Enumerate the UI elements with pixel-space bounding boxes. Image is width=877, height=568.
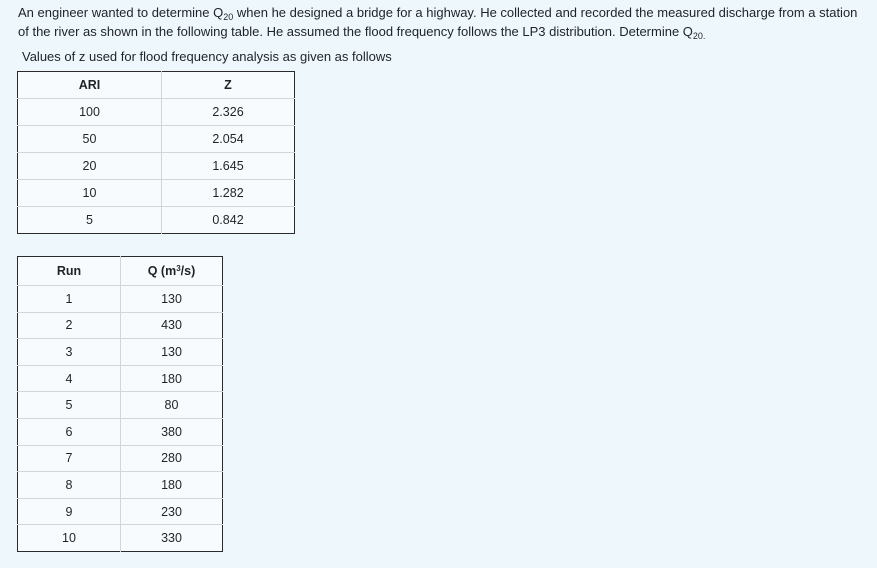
table-row — [18, 180, 295, 207]
run-cell: 3 — [18, 339, 121, 366]
z-cell: 1.645 — [162, 153, 295, 180]
run-cell: 8 — [18, 472, 121, 499]
run-cell: 7 — [18, 445, 121, 472]
run-cell: 6 — [18, 418, 121, 445]
z-cell: 1.282 — [162, 180, 295, 207]
ari-cell: 10 — [18, 180, 162, 207]
run-cell: 5 — [18, 392, 121, 419]
discharge-cell: 80 — [121, 392, 223, 419]
table-row — [18, 312, 223, 339]
run-cell: 1 — [18, 286, 121, 313]
header-run: Run — [18, 257, 121, 286]
question-text — [18, 3, 858, 41]
table-row — [18, 418, 223, 445]
discharge-cell: 280 — [121, 445, 223, 472]
table-row — [18, 126, 295, 153]
table-header-row — [18, 72, 295, 99]
header-ari: ARI — [18, 72, 162, 99]
table-row — [18, 498, 223, 525]
header-z: Z — [162, 72, 295, 99]
question-subscript-2: 20. — [692, 31, 706, 41]
header-discharge-label: Q (m — [147, 264, 177, 278]
discharge-cell: 130 — [121, 286, 223, 313]
z-cell: 2.054 — [162, 126, 295, 153]
table-row — [18, 525, 223, 552]
discharge-cell: 380 — [121, 418, 223, 445]
run-cell: 9 — [18, 498, 121, 525]
intro-text: Values of z used for flood frequency analysis as given as follows — [22, 49, 392, 64]
table-row — [18, 99, 295, 126]
ari-cell: 20 — [18, 153, 162, 180]
z-cell: 0.842 — [212, 213, 244, 227]
ari-cell: 100 — [18, 99, 162, 126]
question-part1: An engineer wanted to determine Q — [18, 5, 224, 20]
table-row — [18, 445, 223, 472]
discharge-cell: 230 — [121, 498, 223, 525]
run-cell: 2 — [18, 312, 121, 339]
header-discharge — [121, 257, 223, 286]
table-row — [18, 392, 223, 419]
ari-cell: 5 — [18, 207, 162, 234]
table-row — [18, 207, 295, 234]
discharge-cell: 180 — [121, 365, 223, 392]
table-row — [18, 365, 223, 392]
discharge-cell: 180 — [121, 472, 223, 499]
table-header-row — [18, 257, 223, 286]
question-part2: when he designed a bridge for a highway. He collected and recorded the measured discharge from a station of the river as shown in the following table. He assumed the flood frequency follows the LP3 distribution. Determine Q — [18, 5, 858, 39]
run-cell: 10 — [18, 525, 121, 552]
question-subscript-1: 20 — [223, 12, 234, 22]
discharge-cell: 430 — [121, 312, 223, 339]
table-row — [18, 286, 223, 313]
run-cell: 4 — [18, 365, 121, 392]
discharge-table — [17, 256, 223, 552]
discharge-cell: 330 — [161, 531, 182, 546]
discharge-cell: 130 — [121, 339, 223, 366]
header-discharge-exponent: 3 — [176, 264, 181, 273]
z-values-table — [17, 71, 295, 234]
table-row — [18, 339, 223, 366]
table-row — [18, 153, 295, 180]
ari-cell: 50 — [18, 126, 162, 153]
table-row — [18, 472, 223, 499]
header-discharge-unit: /s) — [180, 264, 196, 278]
z-cell: 2.326 — [162, 99, 295, 126]
